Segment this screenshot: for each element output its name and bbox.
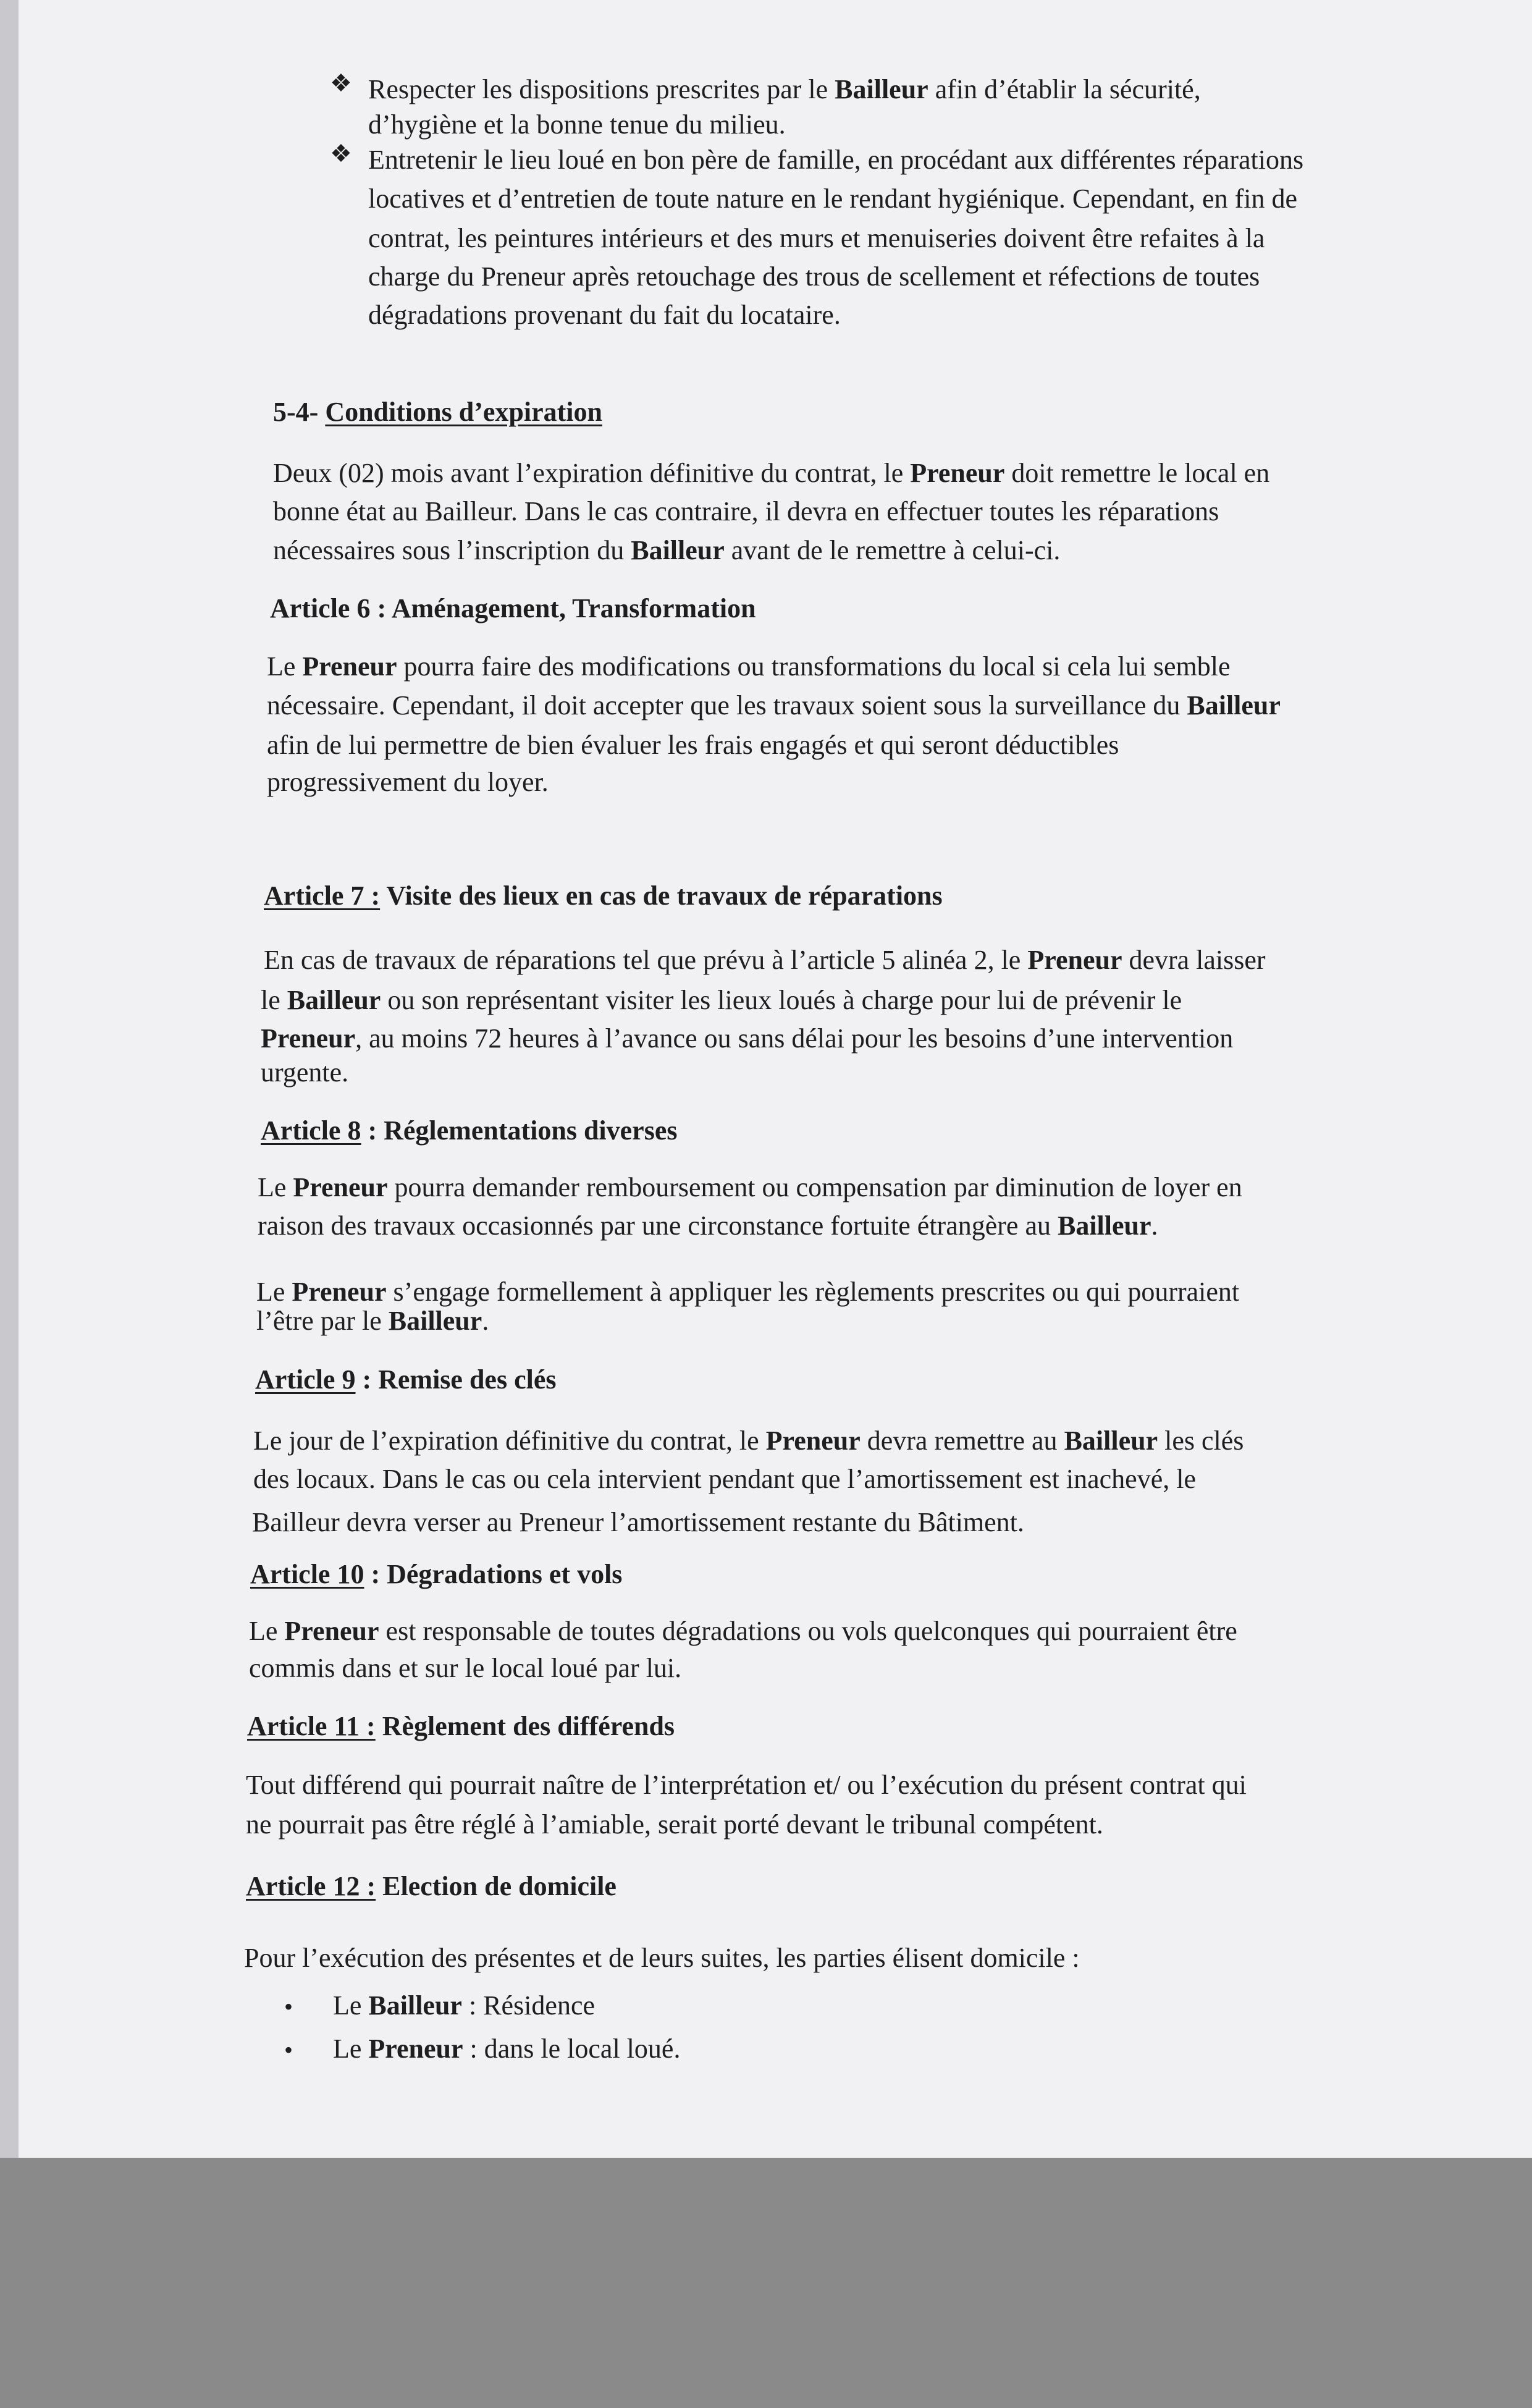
bold-text: Visite des lieux en cas de travaux de réparations [380, 881, 943, 911]
text-segment: devra laisser [1122, 945, 1266, 975]
text-segment: . [482, 1306, 489, 1336]
text-segment: Tout différend qui pourrait naître de l’interprétation et/ ou l’exécution du présent contrat qui [246, 1770, 1247, 1800]
text-line [267, 688, 1281, 723]
bold-text: Preneur [292, 1277, 387, 1307]
text-segment: progressivement du loyer. [267, 767, 549, 797]
bold-text: Preneur [302, 651, 397, 682]
underlined-heading-text: Article 9 [255, 1364, 356, 1395]
text-line [368, 182, 1297, 216]
diamond-bullet-icon: ❖ [330, 140, 352, 167]
text-line [249, 1651, 681, 1686]
text-segment: avant de le remettre à celui-ci. [724, 535, 1061, 565]
text-line [244, 1941, 1080, 1975]
underlined-heading-text: Article 11 : [247, 1711, 376, 1741]
text-segment: Bailleur devra verser au Preneur l’amortissement restante du Bâtiment. [252, 1507, 1024, 1537]
text-segment: afin d’établir la sécurité, [928, 74, 1201, 104]
bold-text: : Réglementations diverses [361, 1115, 678, 1146]
bold-text: Preneur [284, 1616, 379, 1646]
dot-bullet-icon: • [284, 2036, 293, 2064]
bold-text: : Remise des clés [355, 1364, 557, 1395]
text-line [246, 1807, 1103, 1842]
text-segment: Respecter les dispositions prescrites par le [368, 74, 835, 104]
text-segment: Le [333, 1990, 369, 2021]
text-line [261, 983, 1182, 1018]
text-line [368, 108, 786, 142]
text-line [246, 1768, 1247, 1802]
text-line [273, 533, 1060, 568]
text-line [258, 1170, 1242, 1205]
bold-text: Bailleur [388, 1306, 482, 1336]
text-segment: devra remettre au [860, 1426, 1064, 1456]
text-segment: s’engage formellement à appliquer les règlements prescrites ou qui pourraient [386, 1277, 1240, 1307]
article-heading [270, 591, 756, 626]
text-line [261, 1021, 1233, 1056]
scan-edge [0, 0, 19, 2158]
bold-text: Bailleur [1064, 1426, 1158, 1456]
text-line [333, 2032, 680, 2066]
text-segment: l’être par le [256, 1306, 389, 1336]
text-segment: d’hygiène et la bonne tenue du milieu. [368, 109, 786, 140]
text-line [368, 221, 1265, 256]
text-segment: : dans le local loué. [463, 2034, 681, 2064]
text-segment: contrat, les peintures intérieurs et des murs et menuiseries doivent être refaites à la [368, 223, 1265, 253]
text-line [368, 72, 1201, 107]
text-line [253, 1424, 1244, 1458]
text-line [264, 943, 1266, 978]
text-line [258, 1209, 1158, 1243]
section-heading [273, 395, 602, 429]
text-segment: dégradations provenant du fait du locataire. [368, 300, 841, 330]
dot-bullet-icon: • [284, 1993, 293, 2021]
text-segment: doit remettre le local en [1004, 458, 1270, 488]
text-segment: Le [258, 1172, 293, 1202]
bold-text: Bailleur [1057, 1210, 1151, 1241]
text-segment: Le [249, 1616, 285, 1646]
text-segment: Le [333, 2034, 369, 2064]
text-segment: ou son représentant visiter les lieux loués à charge pour lui de prévenir le [381, 985, 1182, 1015]
bold-text: Bailleur [287, 985, 381, 1015]
bold-text: Preneur [261, 1023, 356, 1054]
article-heading [261, 1113, 677, 1148]
text-segment: commis dans et sur le local loué par lui. [249, 1653, 682, 1683]
text-segment: pourra faire des modifications ou transformations du local si cela lui semble [397, 651, 1231, 682]
text-segment: ne pourrait pas être réglé à l’amiable, serait porté devant le tribunal compétent. [246, 1809, 1103, 1840]
text-line [267, 728, 1119, 763]
text-line [368, 143, 1303, 177]
text-segment: Deux (02) mois avant l’expiration définitive du contrat, le [273, 458, 911, 488]
article-heading [264, 879, 943, 913]
text-segment: les clés [1158, 1426, 1244, 1456]
text-segment: Le [256, 1277, 292, 1307]
bold-text: Bailleur [631, 535, 725, 565]
text-segment: . [1151, 1210, 1158, 1241]
underlined-heading-text: Article 7 : [264, 881, 381, 911]
text-line [368, 298, 841, 332]
text-segment: Le [267, 651, 303, 682]
text-segment: charge du Preneur après retouchage des trous de scellement et réfections de toutes [368, 261, 1260, 292]
underlined-heading-text: Conditions d’expiration [325, 397, 602, 427]
text-segment: bonne état au Bailleur. Dans le cas contraire, il devra en effectuer toutes les réparations [273, 496, 1219, 526]
text-segment: , au moins 72 heures à l’avance ou sans délai pour les besoins d’une intervention [355, 1023, 1234, 1054]
text-segment: Entretenir le lieu loué en bon père de famille, en procédant aux différentes réparations [368, 145, 1304, 175]
underlined-heading-text: Article 10 [250, 1559, 364, 1589]
text-line [273, 494, 1219, 529]
text-line [267, 649, 1231, 684]
text-segment: pourra demander remboursement ou compensation par diminution de loyer en [387, 1172, 1242, 1202]
bold-text: Article 6 : Aménagement, Transformation [270, 593, 756, 623]
underlined-heading-text: Article 8 [261, 1115, 361, 1146]
article-heading [250, 1557, 622, 1592]
bold-text: Bailleur [835, 74, 928, 104]
text-segment: nécessaires sous l’inscription du [273, 535, 631, 565]
text-segment: locatives et d’entretien de toute nature en le rendant hygiénique. Cependant, en fin de [368, 184, 1297, 214]
text-segment: le [261, 985, 287, 1015]
text-line [368, 260, 1260, 294]
text-line [252, 1505, 1024, 1540]
bold-text: Preneur [910, 458, 1005, 488]
text-segment: est responsable de toutes dégradations ou vols quelconques qui pourraient être [379, 1616, 1237, 1646]
text-segment: : Résidence [461, 1990, 596, 2021]
text-segment: Pour l’exécution des présentes et de leurs suites, les parties élisent domicile : [244, 1943, 1080, 1973]
bold-text: Bailleur [368, 1990, 462, 2021]
bold-text: 5-4- [273, 397, 326, 427]
text-segment: des locaux. Dans le cas ou cela intervient pendant que l’amortissement est inachevé, le [253, 1464, 1196, 1494]
text-line [261, 1055, 348, 1090]
text-segment: En cas de travaux de réparations tel que prévu à l’article 5 alinéa 2, le [264, 945, 1028, 975]
text-segment: raison des travaux occasionnés par une circonstance fortuite étrangère au [258, 1210, 1058, 1241]
text-line [273, 456, 1269, 491]
text-line [333, 1988, 595, 2023]
bold-text: Election de domicile [376, 1871, 617, 1901]
text-line [253, 1462, 1196, 1497]
bold-text: Preneur [368, 2034, 463, 2064]
bold-text: Preneur [765, 1426, 861, 1456]
text-line [267, 765, 549, 800]
text-segment: Le jour de l’expiration définitive du contrat, le [253, 1426, 766, 1456]
bold-text: Règlement des différends [375, 1711, 675, 1741]
bold-text: Preneur [293, 1172, 388, 1202]
text-segment: urgente. [261, 1057, 349, 1088]
text-line [256, 1304, 489, 1338]
text-segment: afin de lui permettre de bien évaluer les frais engagés et qui seront déductibles [267, 730, 1119, 760]
article-heading [246, 1869, 617, 1904]
bold-text: : Dégradations et vols [364, 1559, 623, 1589]
text-segment: nécessaire. Cependant, il doit accepter que les travaux soient sous la surveillance du [267, 690, 1187, 720]
text-line [249, 1614, 1237, 1649]
bold-text: Bailleur [1187, 690, 1281, 720]
underlined-heading-text: Article 12 : [246, 1871, 376, 1901]
bold-text: Preneur [1027, 945, 1122, 975]
diamond-bullet-icon: ❖ [330, 69, 352, 97]
article-heading [247, 1709, 675, 1744]
article-heading [255, 1362, 556, 1397]
